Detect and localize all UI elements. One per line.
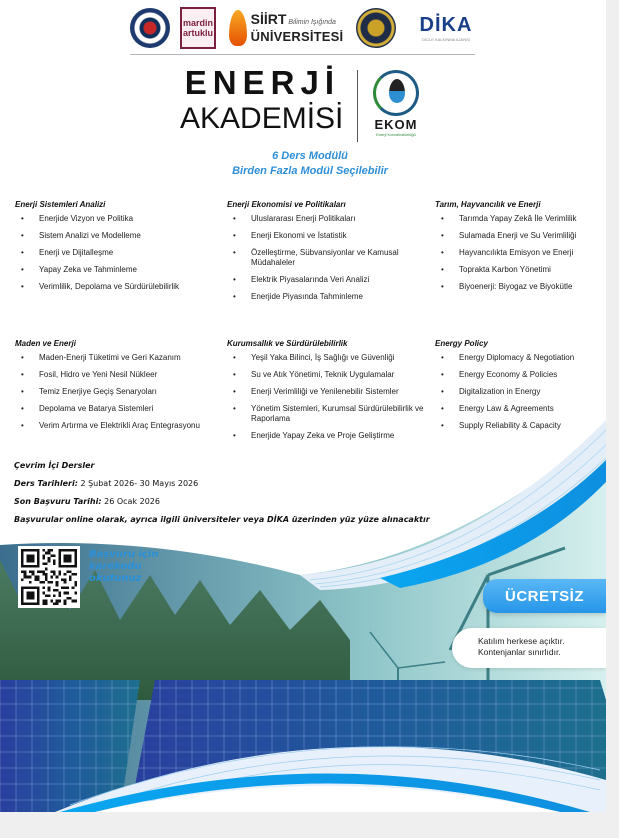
partner-logos: [130, 6, 490, 50]
module-title: Enerji Ekonomisi ve Politikaları: [227, 200, 346, 209]
batman-university-logo-icon: [130, 8, 170, 48]
module-title: Kurumsallık ve Sürdürülebilirlik: [227, 339, 348, 348]
list-item: • Hayvancılıkta Emisyon ve Enerji: [435, 248, 606, 258]
qr-label-line: Başvuru için: [89, 549, 159, 560]
title-line-2: AKADEMİSİ: [180, 102, 344, 135]
module-title: Energy Policy: [435, 339, 488, 348]
dika-logo-sub: DİCLE KALKINMA AJANSI: [422, 37, 470, 42]
list-item: • Tarımda Yapay Zekâ İle Verimlilik: [435, 214, 606, 224]
list-item: • Su ve Atık Yönetimi, Teknik Uygulamalar: [227, 370, 432, 380]
applications-note: Başvurular online olarak, ayrıca ilgili üniversiteler veya DİKA üzerinden yüz yüze alınacaktır: [14, 515, 430, 524]
subtitle-line-2: Birden Fazla Modül Seçilebilir: [232, 165, 388, 177]
list-item: • Sulamada Enerji ve Su Verimliliği: [435, 231, 606, 241]
module-sustainability: [227, 339, 432, 448]
list-item: • Energy Diplomacy & Negotiation: [435, 353, 606, 363]
note-line-1: Katılım herkese açıktır.: [478, 636, 565, 646]
page-title: [180, 64, 344, 136]
qr-label-line: karekodu: [89, 561, 142, 572]
ekom-word: EKOM: [374, 117, 418, 132]
list-item: • Verimlilik, Depolama ve Sürdürülebilirlik: [15, 282, 220, 292]
qr-instructions: [89, 549, 158, 585]
list-item: • Maden-Enerji Tüketimi ve Geri Kazanım: [15, 353, 220, 363]
list-item: • Toprakta Karbon Yönetimi: [435, 265, 606, 275]
list-item: • Enerjide Yapay Zeka ve Proje Geliştirme: [227, 431, 432, 441]
module-title: Enerji Sistemleri Analizi: [15, 200, 106, 209]
qr-label-line: okutunuz: [89, 573, 142, 584]
list-item: • Temiz Enerjiye Geçiş Senaryoları: [15, 387, 220, 397]
list-item: • Enerji Ekonomi ve İstatistik: [227, 231, 432, 241]
application-deadline: [14, 496, 464, 508]
subtitle-line-1: 6 Ders Modülü: [272, 150, 348, 162]
siirt-logo-tagline: Bilimin Işığında: [288, 19, 336, 26]
title-divider: [357, 70, 358, 142]
list-item: • Digitalization in Energy: [435, 387, 606, 397]
list-item: • Özelleştirme, Sübvansiyonlar ve Kamusal Müdahaleler: [227, 248, 432, 268]
list-item: • Enerjide Vizyon ve Politika: [15, 214, 220, 224]
deadline-label: Son Başvuru Tarihi:: [14, 497, 102, 506]
list-item: • Sistem Analizi ve Modelleme: [15, 231, 220, 241]
header-divider: [130, 54, 475, 55]
list-item: • Verim Artırma ve Elektrikli Araç Entegrasyonu: [15, 421, 220, 431]
list-item: • Energy Economy & Policies: [435, 370, 606, 380]
dika-logo-word: DİKA: [419, 14, 473, 36]
list-item: • Depolama ve Batarya Sistemleri: [15, 404, 220, 414]
mardin-artuklu-logo-icon: [180, 7, 216, 49]
siirt-logo-bottom: ÜNİVERSİTESİ: [250, 29, 344, 44]
list-item: • Enerjide Piyasında Tahminleme: [227, 292, 432, 302]
list-item: • Elektrik Piyasalarında Veri Analizi: [227, 275, 432, 285]
module-title: Maden ve Enerji: [15, 339, 76, 348]
list-item: • Yapay Zeka ve Tahminleme: [15, 265, 220, 275]
list-item: • Yönetim Sistemleri, Kurumsal Sürdürülebilirlik ve Raporlama: [227, 404, 432, 424]
list-item: • Biyoenerji: Biyogaz ve Biyokütle: [435, 282, 606, 292]
module-agriculture: [435, 200, 606, 299]
title-line-1: ENERJİ: [184, 64, 340, 101]
course-dates-label: Ders Tarihleri:: [14, 479, 78, 488]
course-dates-value: 2 Şubat 2026- 30 Mayıs 2026: [77, 479, 199, 488]
list-item: • Fosil, Hidro ve Yeni Nesil Nükleer: [15, 370, 220, 380]
module-energy-policy: [435, 339, 606, 438]
module-energy-systems: [15, 200, 220, 299]
note-line-2: Kontenjanlar sınırlıdır.: [478, 647, 561, 657]
mardin-logo-line: artuklu: [182, 28, 213, 38]
siirt-logo-top: SİİRT: [250, 11, 287, 27]
siirt-university-logo: [226, 8, 346, 48]
module-title: Tarım, Hayvancılık ve Enerji: [435, 200, 541, 209]
mardin-logo-line: mardin: [182, 18, 213, 28]
course-info: [14, 460, 464, 532]
qr-code[interactable]: [18, 546, 80, 608]
online-courses-label: Çevrim İçi Dersler: [14, 461, 95, 470]
dika-logo: [406, 8, 486, 48]
deadline-value: 26 Ocak 2026: [101, 497, 160, 506]
course-dates: [14, 478, 464, 490]
flame-icon: [229, 10, 247, 46]
subtitle: [160, 149, 460, 179]
list-item: • Supply Reliability & Capacity: [435, 421, 606, 431]
ekom-drop-icon: [389, 79, 405, 103]
ekom-sub: Enerji Koordinatörlüğü: [376, 132, 416, 137]
module-mining: [15, 339, 220, 438]
list-item: • Yeşil Yaka Bilinci, İş Sağlığı ve Güvenliği: [227, 353, 432, 363]
module-energy-economics: [227, 200, 432, 309]
qr-code-icon: [21, 549, 77, 605]
ekom-logo: [366, 70, 426, 144]
university-seal-icon: [356, 8, 396, 48]
list-item: • Enerji ve Dijitalleşme: [15, 248, 220, 258]
list-item: • Enerji Verimliliği ve Yenilenebilir Sistemler: [227, 387, 432, 397]
list-item: • Energy Law & Agreements: [435, 404, 606, 414]
list-item: • Uluslararası Enerji Politikaları: [227, 214, 432, 224]
free-badge: ÜCRETSİZ: [483, 579, 606, 613]
participation-note: [452, 628, 606, 668]
ekom-ring-icon: [373, 70, 419, 116]
